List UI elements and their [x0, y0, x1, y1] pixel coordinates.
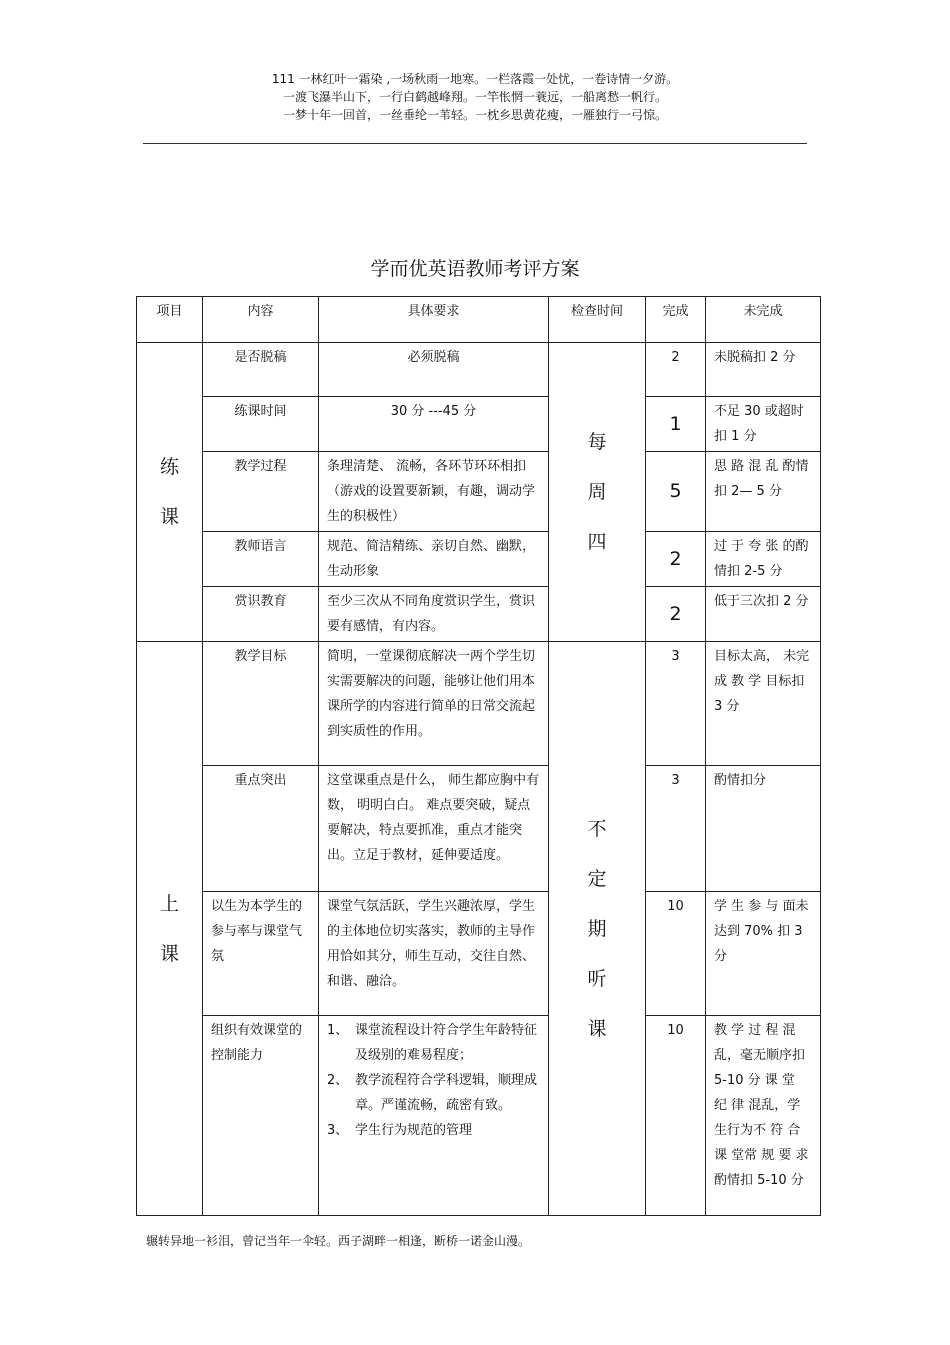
row-score: 10: [646, 1016, 706, 1216]
time-char: 不: [587, 817, 607, 840]
list-number: 3、: [327, 1123, 349, 1138]
row-penalty: 教 学 过 程 混乱，毫无顺序扣 5-10 分 课 堂 纪 律 混乱，学生行为不 符 合 课 堂常 规 要 求 酌情扣 5-10 分: [706, 1016, 821, 1216]
time-char: 每: [587, 431, 607, 453]
row-score: 3: [646, 766, 706, 892]
time-char: 四: [587, 531, 607, 553]
table-row: [137, 1016, 821, 1216]
row-penalty: 思 路 混 乱 酌情扣 2— 5 分: [706, 452, 821, 532]
row-requirement: 规范、简洁精练、亲切自然、幽默，生动形象: [319, 532, 549, 587]
row-content: 赏识教育: [203, 587, 319, 642]
list-text: 学生行为规范的管理: [355, 1123, 473, 1138]
row-penalty: 过 于 夸 张 的酌情扣 2-5 分: [706, 532, 821, 587]
row-requirement: 至少三次从不同角度赏识学生，赏识要有感情，有内容。: [319, 587, 549, 642]
row-score: 2: [646, 532, 706, 587]
list-item: [327, 1068, 540, 1118]
row-penalty: 不足 30 或超时扣 1 分: [706, 397, 821, 452]
header-line-1: 111 一林红叶一霜染 ,一场秋雨一地寒。一栏落霞一处忧，一卷诗情一夕游。: [271, 72, 679, 86]
header-line-2: 一渡飞瀑半山下，一行白鹤越峰翔。一竿怅惘一蓑远，一船离愁一帆行。: [282, 90, 667, 104]
group-label-char: 课: [159, 942, 179, 965]
row-content: 教学目标: [203, 642, 319, 766]
group-label-practice: [137, 343, 203, 642]
row-requirement-list: [319, 1016, 549, 1216]
table-row: [137, 343, 821, 397]
table-row: [137, 587, 821, 642]
header-line-3: 一梦十年一回首，一丝垂纶一苇轻。一枕乡思黄花瘦，一雁独行一弓惊。: [282, 108, 667, 122]
table-header-row: [137, 297, 821, 343]
header-poem: [0, 70, 950, 124]
table-row: [137, 397, 821, 452]
row-penalty: 酌情扣分: [706, 766, 821, 892]
row-requirement: 这堂课重点是什么， 师生都应胸中有数， 明明白白。 难点要突破，疑点要解决，特点要抓准，重点才能突出。立足于教材，延伸要适度。: [319, 766, 549, 892]
header-content: 内容: [203, 297, 319, 343]
row-penalty: 目标太高， 未完 成 教 学 目标扣 3 分: [706, 642, 821, 766]
list-text: 教学流程符合学科逻辑，顺理成章。严谨流畅，疏密有致。: [355, 1073, 538, 1113]
row-content: 组织有效课堂的控制能力: [203, 1016, 319, 1216]
list-number: 1、: [327, 1023, 349, 1038]
row-content: 练课时间: [203, 397, 319, 452]
row-content: 重点突出: [203, 766, 319, 892]
header-complete: 完成: [646, 297, 706, 343]
header-divider: [143, 143, 807, 144]
list-item: [327, 1118, 540, 1143]
time-char: 听: [587, 967, 607, 990]
group-label-char: 练: [159, 456, 179, 478]
page-title: 学而优英语教师考评方案: [370, 258, 580, 280]
row-requirement: 课堂气氛活跃，学生兴趣浓厚，学生的主体地位切实落实，教师的主导作用恰如其分，师生互动，交往自然、和谐、融洽。: [319, 892, 549, 1016]
group-label-lesson: [137, 642, 203, 1216]
row-requirement: 必须脱稿: [319, 343, 549, 397]
table-row: [137, 452, 821, 532]
row-requirement: 简明，一堂课彻底解决一两个学生切实需要解决的问题，能够让他们用本课所学的内容进行简单的日常交流起到实质性的作用。: [319, 642, 549, 766]
check-time-irregular: [549, 642, 646, 1216]
time-char: 课: [587, 1017, 607, 1040]
time-char: 周: [587, 481, 607, 503]
list-text: 课堂流程设计符合学生年龄特征及级别的难易程度；: [355, 1023, 538, 1063]
header-item: 项目: [137, 297, 203, 343]
row-content: 教学过程: [203, 452, 319, 532]
time-char: 定: [587, 867, 607, 890]
row-score: 3: [646, 642, 706, 766]
row-content: 以生为本学生的参与率与课堂气氛: [203, 892, 319, 1016]
row-score: 5: [646, 452, 706, 532]
row-content: 是否脱稿: [203, 343, 319, 397]
list-number: 2、: [327, 1073, 349, 1088]
group-label-char: 上: [159, 892, 179, 915]
check-time-weekly: [549, 343, 646, 642]
header-requirements: 具体要求: [319, 297, 549, 343]
row-content: 教师语言: [203, 532, 319, 587]
table-row: [137, 642, 821, 766]
header-check-time: 检查时间: [549, 297, 646, 343]
group-label-char: 课: [159, 506, 179, 528]
footer-poem: 辗转异地一衫泪，曾记当年一伞轻。西子湖畔一相逢，断桥一诺金山漫。: [146, 1234, 531, 1248]
table-row: [137, 766, 821, 892]
table-row: [137, 532, 821, 587]
row-requirement: 条理清楚、 流畅，各环节环环相扣（游戏的设置要新颖，有趣，调动学生的积极性）: [319, 452, 549, 532]
row-score: 2: [646, 587, 706, 642]
row-score: 2: [646, 343, 706, 397]
evaluation-table: [136, 296, 821, 1216]
list-item: [327, 1018, 540, 1068]
row-penalty: 未脱稿扣 2 分: [706, 343, 821, 397]
header-incomplete: 未完成: [706, 297, 821, 343]
row-score: 1: [646, 397, 706, 452]
time-char: 期: [587, 917, 607, 940]
table-row: [137, 892, 821, 1016]
row-penalty: 低于三次扣 2 分: [706, 587, 821, 642]
row-score: 10: [646, 892, 706, 1016]
row-requirement: 30 分 ---45 分: [319, 397, 549, 452]
row-penalty: 学 生 参 与 面未达到 70% 扣 3 分: [706, 892, 821, 1016]
